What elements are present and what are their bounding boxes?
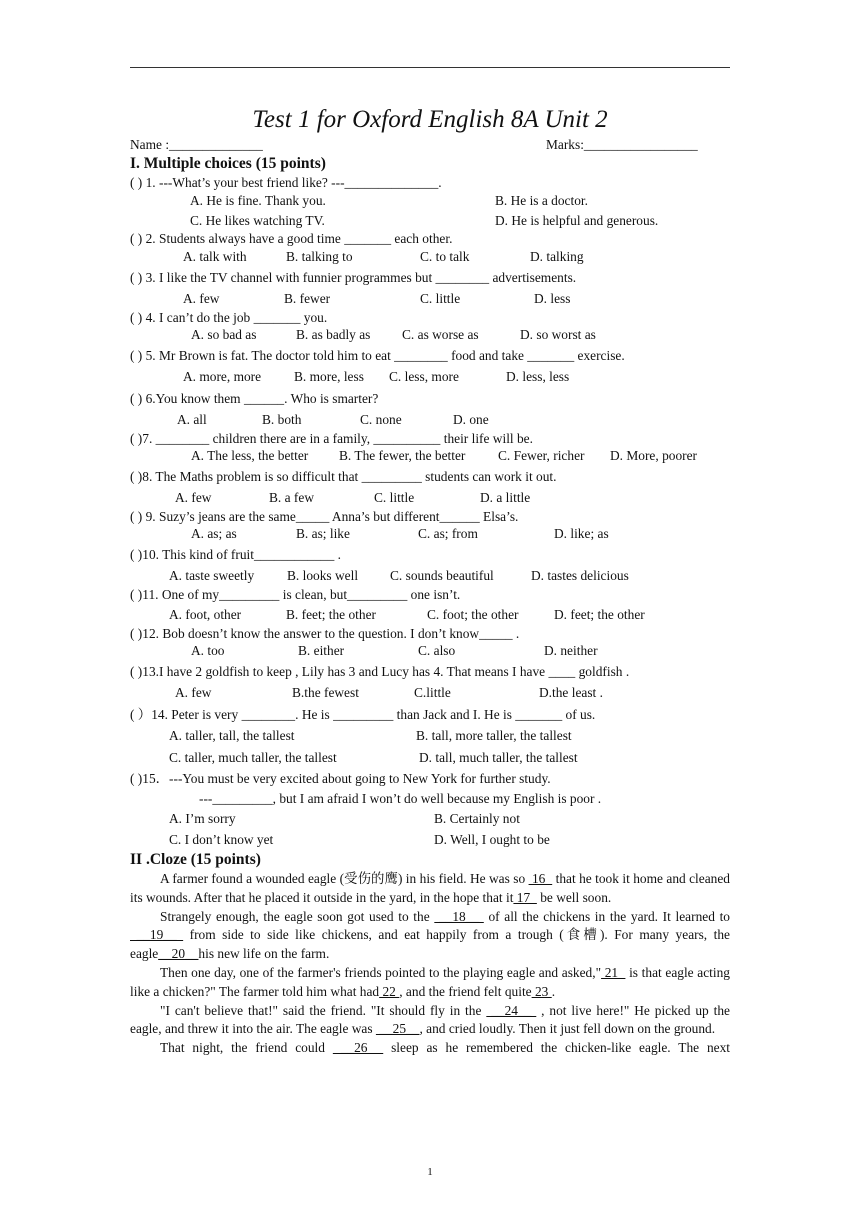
answer-option: D. neither [544,643,598,658]
page-title: Test 1 for Oxford English 8A Unit 2 [252,106,608,133]
cloze-text: , and the friend felt quite [399,983,532,999]
header-rule [130,67,730,68]
answer-option: B. fewer [284,291,331,306]
cloze-paragraph [130,908,730,964]
cloze-text: Strangely enough, the eagle soon got used to the [160,908,435,924]
answer-option: B. talking to [286,249,353,264]
answer-option: D. less [534,291,571,306]
answer-option: B. either [298,643,345,658]
answer-option: B. He is a doctor. [495,193,588,208]
answer-option: A. as; as [191,526,237,541]
cloze-blank: __19__ [130,927,184,943]
answer-option: D. less, less [506,369,570,384]
cloze-paragraph [130,870,730,908]
section2-heading: II .Cloze (15 points) [130,851,261,868]
answer-option: D.the least . [539,685,603,700]
answer-option: A. all [177,412,207,427]
cloze-text: That night, the friend could [160,1040,333,1056]
answer-option: B. The fewer, the better [339,448,466,463]
question-stem-continuation: ---_________, but I am afraid I won’t do well because my English is poor . [199,791,602,806]
cloze-text: of all the chickens in the yard. It learned to [483,908,730,924]
answer-option: D. a little [480,490,531,505]
cloze-text: A farmer found a wounded eagle (受伤的鹰) in his field. He was so [160,871,529,886]
cloze-blank: __26 [332,1040,384,1056]
answer-option: B.the fewest [292,685,359,700]
answer-option: A. few [175,490,212,505]
cloze-text: that he took it home and cleaned its wounds. After that he placed it outside in the yard, in the hope that it [130,871,730,905]
question-stem: ( ) 1. ---What’s your best friend like? ---______________. [130,175,442,190]
question-stem: ( ) 2. Students always have a good time _______ each other. [130,231,453,246]
question-stem: ( ) 9. Suzy’s jeans are the same_____ Anna’s but different______ Elsa’s. [130,509,519,524]
answer-option: C. as worse as [402,327,479,342]
answer-option: B. Certainly not [434,811,520,826]
answer-option: D. More, poorer [610,448,698,463]
cloze-blank: 23 [531,983,552,999]
cloze-blank: 16 [528,871,553,886]
answer-option: B. more, less [294,369,364,384]
name-field: Name :______________ [130,137,263,152]
cloze-blank: 17 [513,889,537,905]
answer-option: A. too [191,643,225,658]
cloze-blank: __24__ [486,1002,537,1018]
answer-option: A. few [175,685,212,700]
answer-option: D. like; as [554,526,609,541]
answer-option: A. few [183,291,220,306]
answer-option: B. as; like [296,526,350,541]
answer-option: C. also [418,643,456,658]
answer-option: D. Well, I ought to be [434,832,550,847]
answer-option: B. both [262,412,302,427]
cloze-text: , and cried loudly. Then it just fell down on the ground. [419,1021,716,1037]
answer-option: C. little [374,490,415,505]
question-stem: ( ) 3. I like the TV channel with funnier programmes but ________ advertisements. [130,270,577,285]
cloze-text: sleep as he remembered the chicken-like eagle. The next [383,1040,731,1056]
cloze-text: from side to side like chickens, and eat happily from a trough (食槽). For many years, the eagle [130,927,730,962]
cloze-text: , not live here!" He picked up the eagle, and threw it into the air. The eagle was [130,1002,730,1037]
marks-field: Marks:_________________ [546,137,698,152]
question-stem: ( )11. One of my_________ is clean, but_________ one isn’t. [130,587,461,602]
answer-option: C. I don’t know yet [169,832,274,847]
answer-option: B. as badly as [296,327,371,342]
section1-heading: I. Multiple choices (15 points) [130,155,326,172]
answer-option: D. tall, much taller, the tallest [419,750,578,765]
answer-option: A. more, more [183,369,262,384]
cloze-text: his new life on the farm. [198,946,330,962]
answer-option: C. foot; the other [427,607,519,622]
cloze-text: . [551,983,556,999]
answer-option: A. I’m sorry [169,811,236,826]
question-stem: ( ) 6.You know them ______. Who is smarter? [130,391,379,406]
answer-option: B. a few [269,490,314,505]
cloze-text: "I can't believe that!" said the friend. "It should fly in the [160,1002,487,1018]
answer-option: C. none [360,412,402,427]
answer-option: A. He is fine. Thank you. [190,193,326,208]
answer-option: A. foot, other [169,607,242,622]
answer-option: C. to talk [420,249,470,264]
answer-option: C. taller, much taller, the tallest [169,750,337,765]
answer-option: A. The less, the better [191,448,309,463]
answer-option: C. Fewer, richer [498,448,585,463]
question-stem: ( )15．---You must be very excited about going to New York for further study. [130,771,551,786]
cloze-blank: __20__ [158,946,199,962]
answer-option: C. He likes watching TV. [190,213,325,228]
cloze-blank: 21 [601,964,626,980]
cloze-text: is that eagle acting like a chicken?" The farmer told him what had [130,964,730,999]
answer-option: D. feet; the other [554,607,645,622]
answer-option: C. less, more [389,369,459,384]
cloze-blank: __18__ [434,908,484,924]
cloze-paragraph [130,964,730,1002]
question-stem: ( )10. This kind of fruit____________ . [130,547,342,562]
cloze-blank: 22 [379,983,400,999]
answer-option: A. taste sweetly [169,568,255,583]
question-stem: ( ) 4. I can’t do the job _______ you. [130,310,328,325]
answer-option: C. as; from [418,526,478,541]
question-stem: ( )12. Bob doesn’t know the answer to the question. I don’t know_____ . [130,626,520,641]
answer-option: B. looks well [287,568,359,583]
answer-option: D. so worst as [520,327,596,342]
cloze-passage [130,870,730,1058]
cloze-text: be well soon. [536,889,612,905]
answer-option: A. so bad as [191,327,257,342]
answer-option: C. sounds beautiful [390,568,494,583]
answer-option: D. He is helpful and generous. [495,213,659,228]
cloze-paragraph [130,1039,730,1058]
answer-option: D. talking [530,249,584,264]
question-stem: ( ）14. Peter is very ________. He is _________ than Jack and I. He is _______ of us. [130,707,596,722]
page-number: 1 [427,1166,433,1178]
question-stem: ( )7. ________ children there are in a family, __________ their life will be. [130,431,533,446]
answer-option: D. one [453,412,489,427]
answer-option: B. tall, more taller, the tallest [416,728,572,743]
answer-option: A. taller, tall, the tallest [169,728,295,743]
answer-option: A. talk with [183,249,247,264]
cloze-blank: __25__ [375,1021,420,1037]
answer-option: D. tastes delicious [531,568,629,583]
answer-option: C.little [414,685,451,700]
answer-option: C. little [420,291,461,306]
question-stem: ( )8. The Maths problem is so difficult that _________ students can work it out. [130,469,557,484]
cloze-text: Then one day, one of the farmer's friends pointed to the playing eagle and asked," [160,964,602,980]
cloze-paragraph [130,1002,730,1040]
answer-option: B. feet; the other [286,607,376,622]
question-stem: ( )13.I have 2 goldfish to keep , Lily has 3 and Lucy has 4. That means I have ____ goldfish . [130,664,630,679]
question-stem: ( ) 5. Mr Brown is fat. The doctor told him to eat ________ food and take _______ exercise. [130,348,625,363]
